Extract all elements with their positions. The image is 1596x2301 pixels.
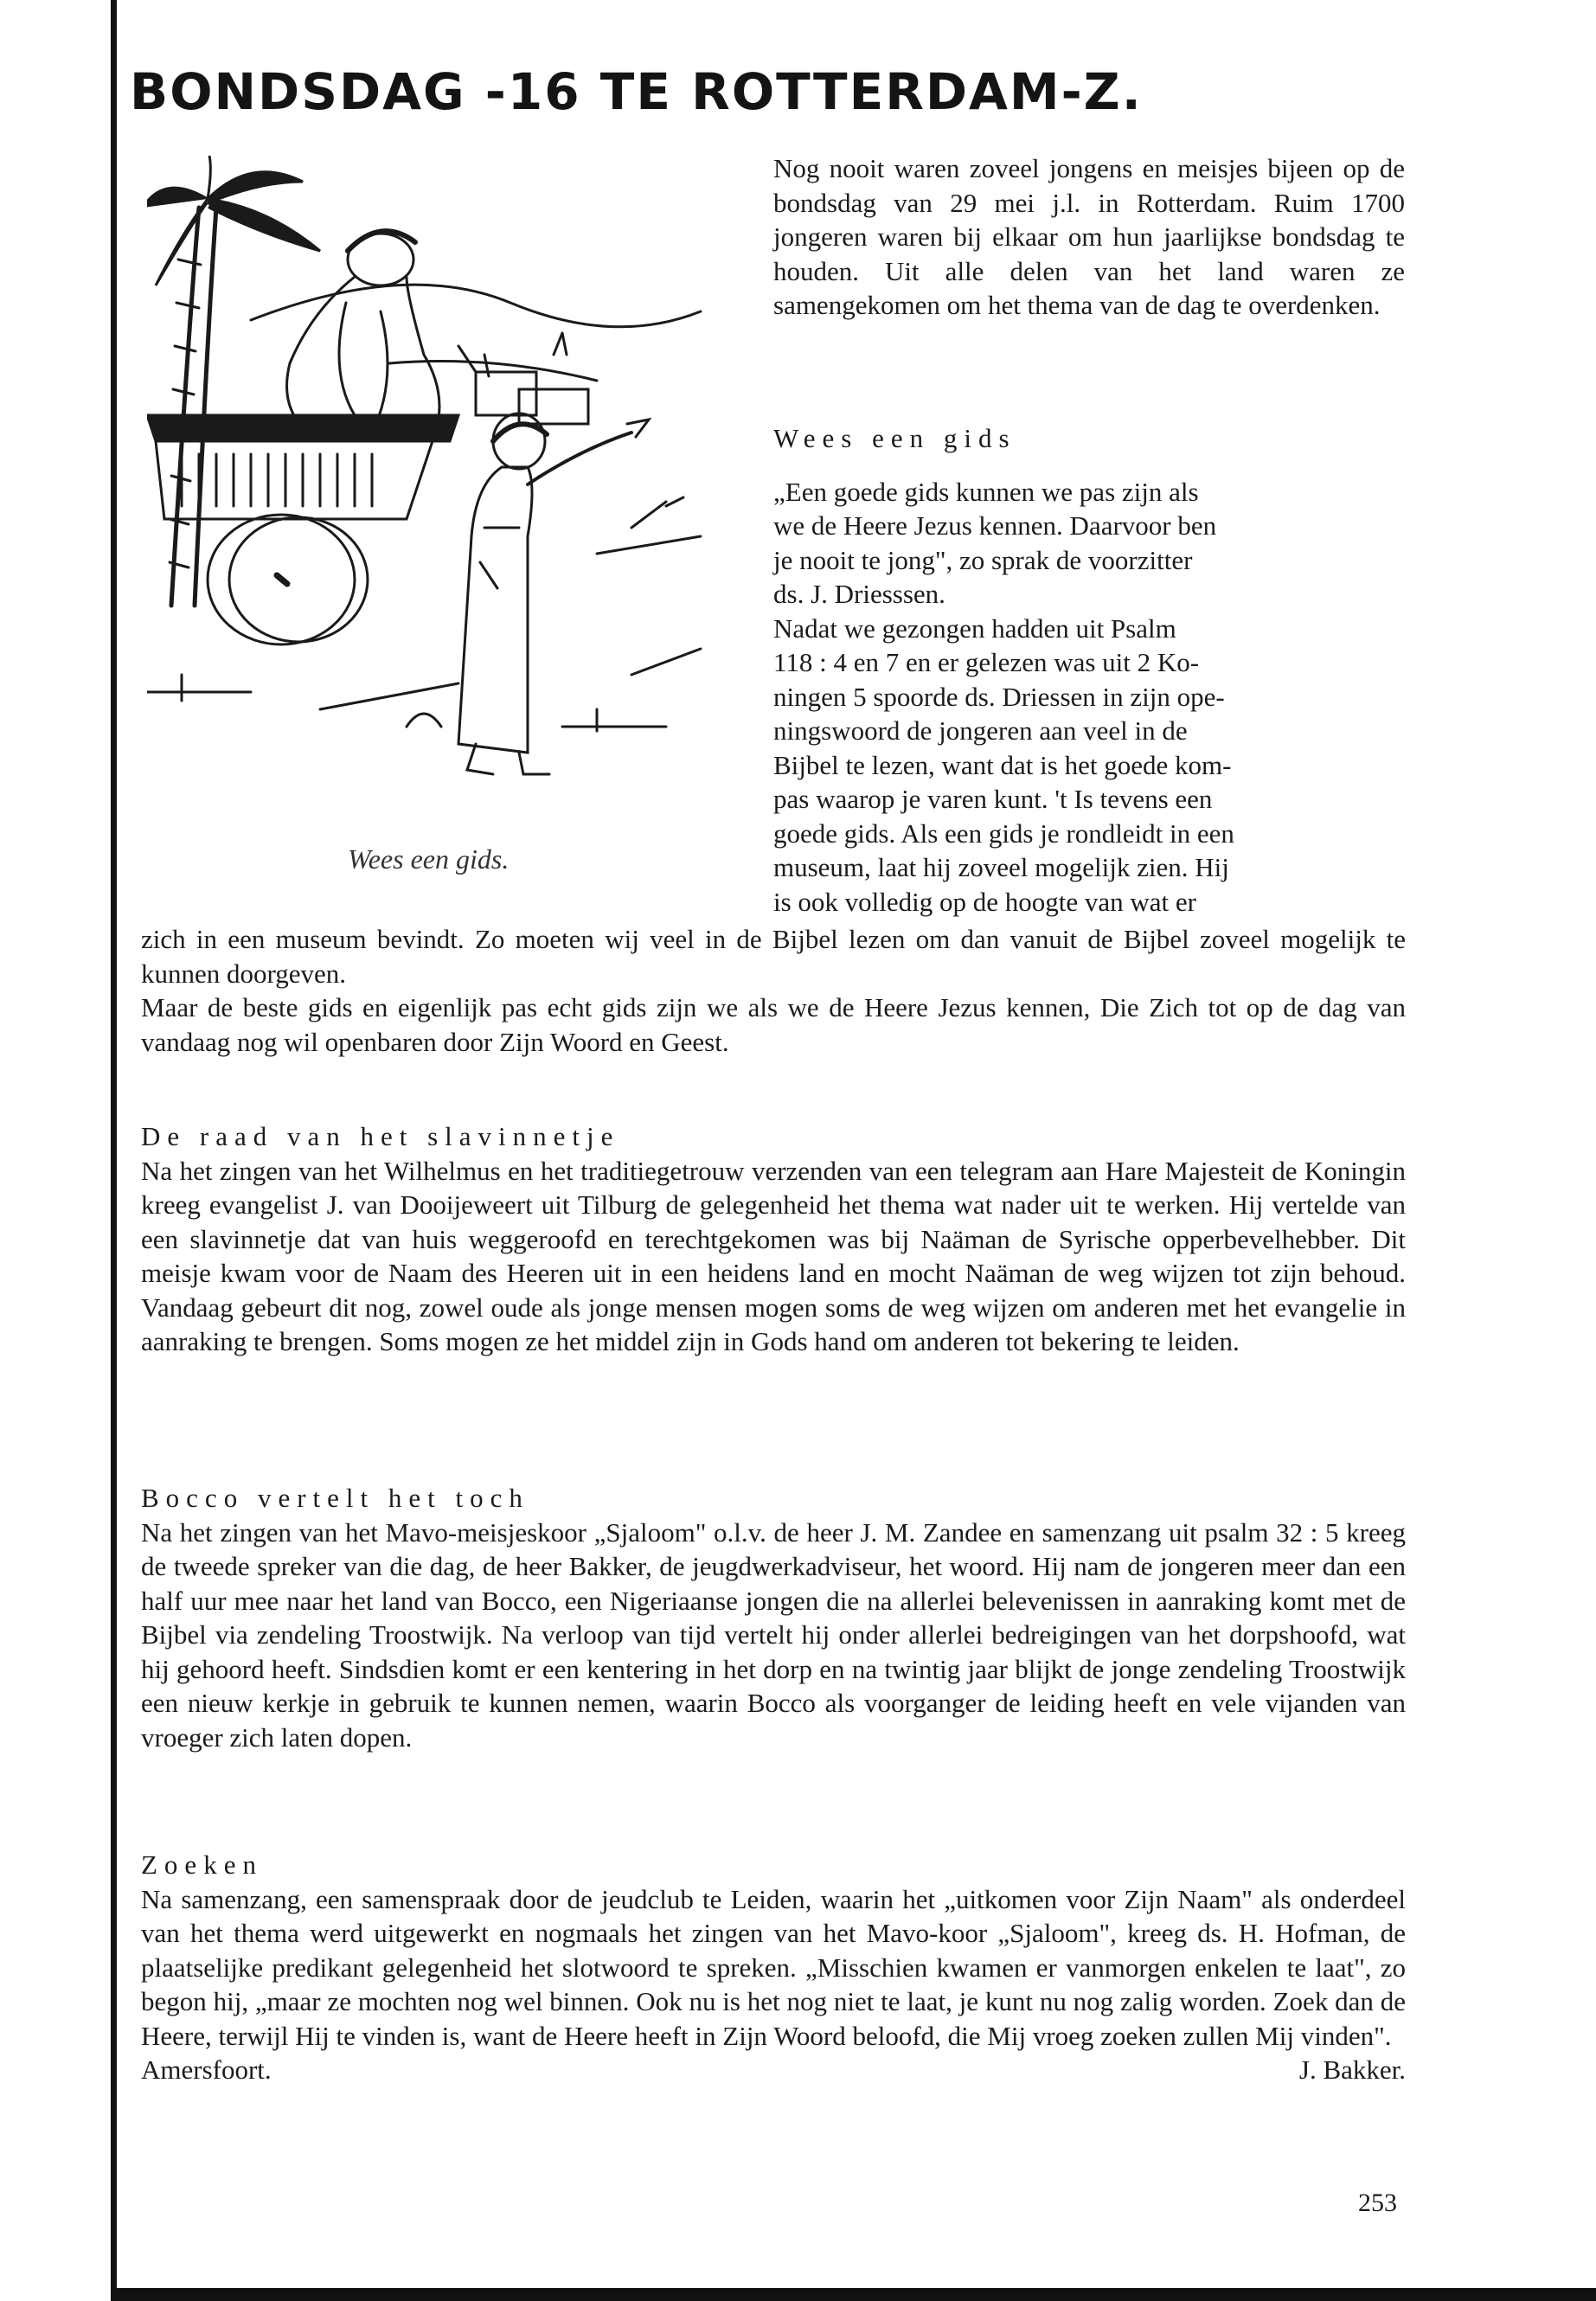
section-heading: De raad van het slavinnetje [141, 1121, 620, 1151]
signature-place: Amersfoort. [141, 2054, 272, 2085]
text-line: we de Heere Jezus kennen. Daarvoor ben [773, 510, 1217, 541]
text-line: „Een goede gids kunnen we pas zijn als [773, 476, 1199, 507]
text-line: museum, laat hij zoveel mogelijk zien. Hij [773, 852, 1229, 882]
section-wees-een-gids [773, 421, 1405, 919]
page-number: 253 [1358, 2189, 1397, 2217]
text-line: pas waarop je varen kunt. 't Is tevens een [773, 784, 1213, 814]
text-line: is ook volledig op de hoogte van wat er [773, 886, 1197, 917]
section-zoeken [141, 1848, 1406, 2087]
paragraph: Na samenzang, een samenspraak door de jeudclub te Leiden, waarin het „uitkomen voor Zijn Naam" als onderdeel van het thema werd uitgewerkt en nogmaals het zingen van het Mavo-koor „Sjaloom", kreeg ds. H. Hofman, de plaatselijke predikant gelegenheid het slotwoord te spreken. „Misschien kwamen er vanmorgen enkelen te laat", zo begon hij, „maar ze mochten nog wel binnen. Ook nu is het nog niet te laat, je kunt nu nog zalig worden. Zoek dan de Heere, terwijl Hij te vinden is, want de Heere heeft in Zijn Woord beloofd, die Mij vroeg zoeken zullen Mij vinden". [141, 1883, 1406, 2051]
text-line: 118 : 4 en 7 en er gelezen was uit 2 Ko- [773, 647, 1200, 677]
text-line: goede gids. Als een gids je rondleidt in een [773, 817, 1234, 849]
wees-continuation [141, 922, 1406, 1059]
text-line: ningen 5 spoorde ds. Driessen in zijn ope- [773, 681, 1225, 712]
section-heading: Wees een gids [773, 423, 1016, 453]
section-bocco-vertelt-het-toch [141, 1481, 1406, 1754]
signature-row [141, 2053, 1406, 2087]
text-line: je nooit te jong", zo sprak de voorzitter [773, 544, 1193, 575]
palm-cart-guide-illustration [147, 156, 744, 830]
bottom-border-rule [111, 2288, 1596, 2301]
text-line: Nadat we gezongen hadden uit Psalm [773, 612, 1176, 644]
paragraph: Na het zingen van het Wilhelmus en het traditiegetrouw verzenden van een telegram aan Hare Majesteit de Koningin kreeg evangelist J. van Dooijeweert uit Tilburg de gelegenheid het thema wat nader uit te werken. Hij vertelde van een slavinnetje dat van huis weggeroofd en terechtgekomen was bij Naäman de Syrische opperbevelhebber. Dit meisje kwam voor de Naam des Heeren uit in een heidens land en mocht Naäman de weg wijzen tot zijn behoud. Vandaag gebeurt dit nog, zowel oude als jonge mensen mogen soms de weg wijzen om anderen met het evangelie in aanraking te brengen. Soms mogen ze het middel zijn in Gods hand om anderen tot bekering te leiden. [141, 1155, 1406, 1356]
section-raad-van-het-slavinnetje [141, 1119, 1406, 1359]
section-heading: Bocco vertelt het toch [141, 1483, 529, 1513]
text-line: Bijbel te lezen, want dat is het goede kom- [773, 749, 1232, 780]
text-line: ds. J. Driesssen. [773, 579, 945, 609]
illustration-caption: Wees een gids. [348, 843, 510, 875]
paragraph: Maar de beste gids en eigenlijk pas echt gids zijn we als we de Heere Jezus kennen, Die Zich tot op de dag van vandaag nog wil openbaren door Zijn Woord en Geest. [141, 992, 1406, 1057]
page-title: BONDSDAG -16 TE ROTTERDAM-Z. [130, 62, 1143, 121]
section-heading: Zoeken [141, 1849, 263, 1880]
paragraph: Na het zingen van het Mavo-meisjeskoor „Sjaloom" o.l.v. de heer J. M. Zandee en samenzang uit psalm 32 : 5 kreeg de tweede spreker van die dag, de heer Bakker, de jeugdwerkadviseur, het woord. Hij nam de jongeren meer dan een half uur mee naar het land van Bocco, een Nigeriaanse jongen die na allerlei belevenissen in aanraking komt met de Bijbel via zendeling Troostwijk. Na verloop van tijd vertelt hij onder allerlei bedreigingen van het dorpshoofd, wat hij gehoord heeft. Sindsdien komt er een kentering in het dorp en na twintig jaar blijkt de jonge zendeling Troostwijk een nieuw kerkje in gebruik te kunnen nemen, waarin Bocco als voorganger de leiding heeft en vele vijanden van vroeger zich laten dopen. [141, 1516, 1406, 1753]
intro-paragraph: Nog nooit waren zoveel jongens en meisjes bijeen op de bondsdag van 29 mei j.l. in Rotterdam. Ruim 1700 jongeren waren bij elkaar om hun jaarlijkse bondsdag te houden. Uit alle delen van het land waren ze samengekomen om het thema van de dag te overdenken. [773, 153, 1405, 320]
paragraph: zich in een museum bevindt. Zo moeten wij veel in de Bijbel lezen om dan vanuit de Bijbel zoveel mogelijk te kunnen doorgeven. [141, 924, 1406, 989]
wees-wrapped-text [773, 475, 1405, 920]
signature-author: J. Bakker. [1298, 2054, 1406, 2085]
left-border-rule [111, 0, 117, 2301]
text-line: ningswoord de jongeren aan veel in de [773, 715, 1188, 746]
